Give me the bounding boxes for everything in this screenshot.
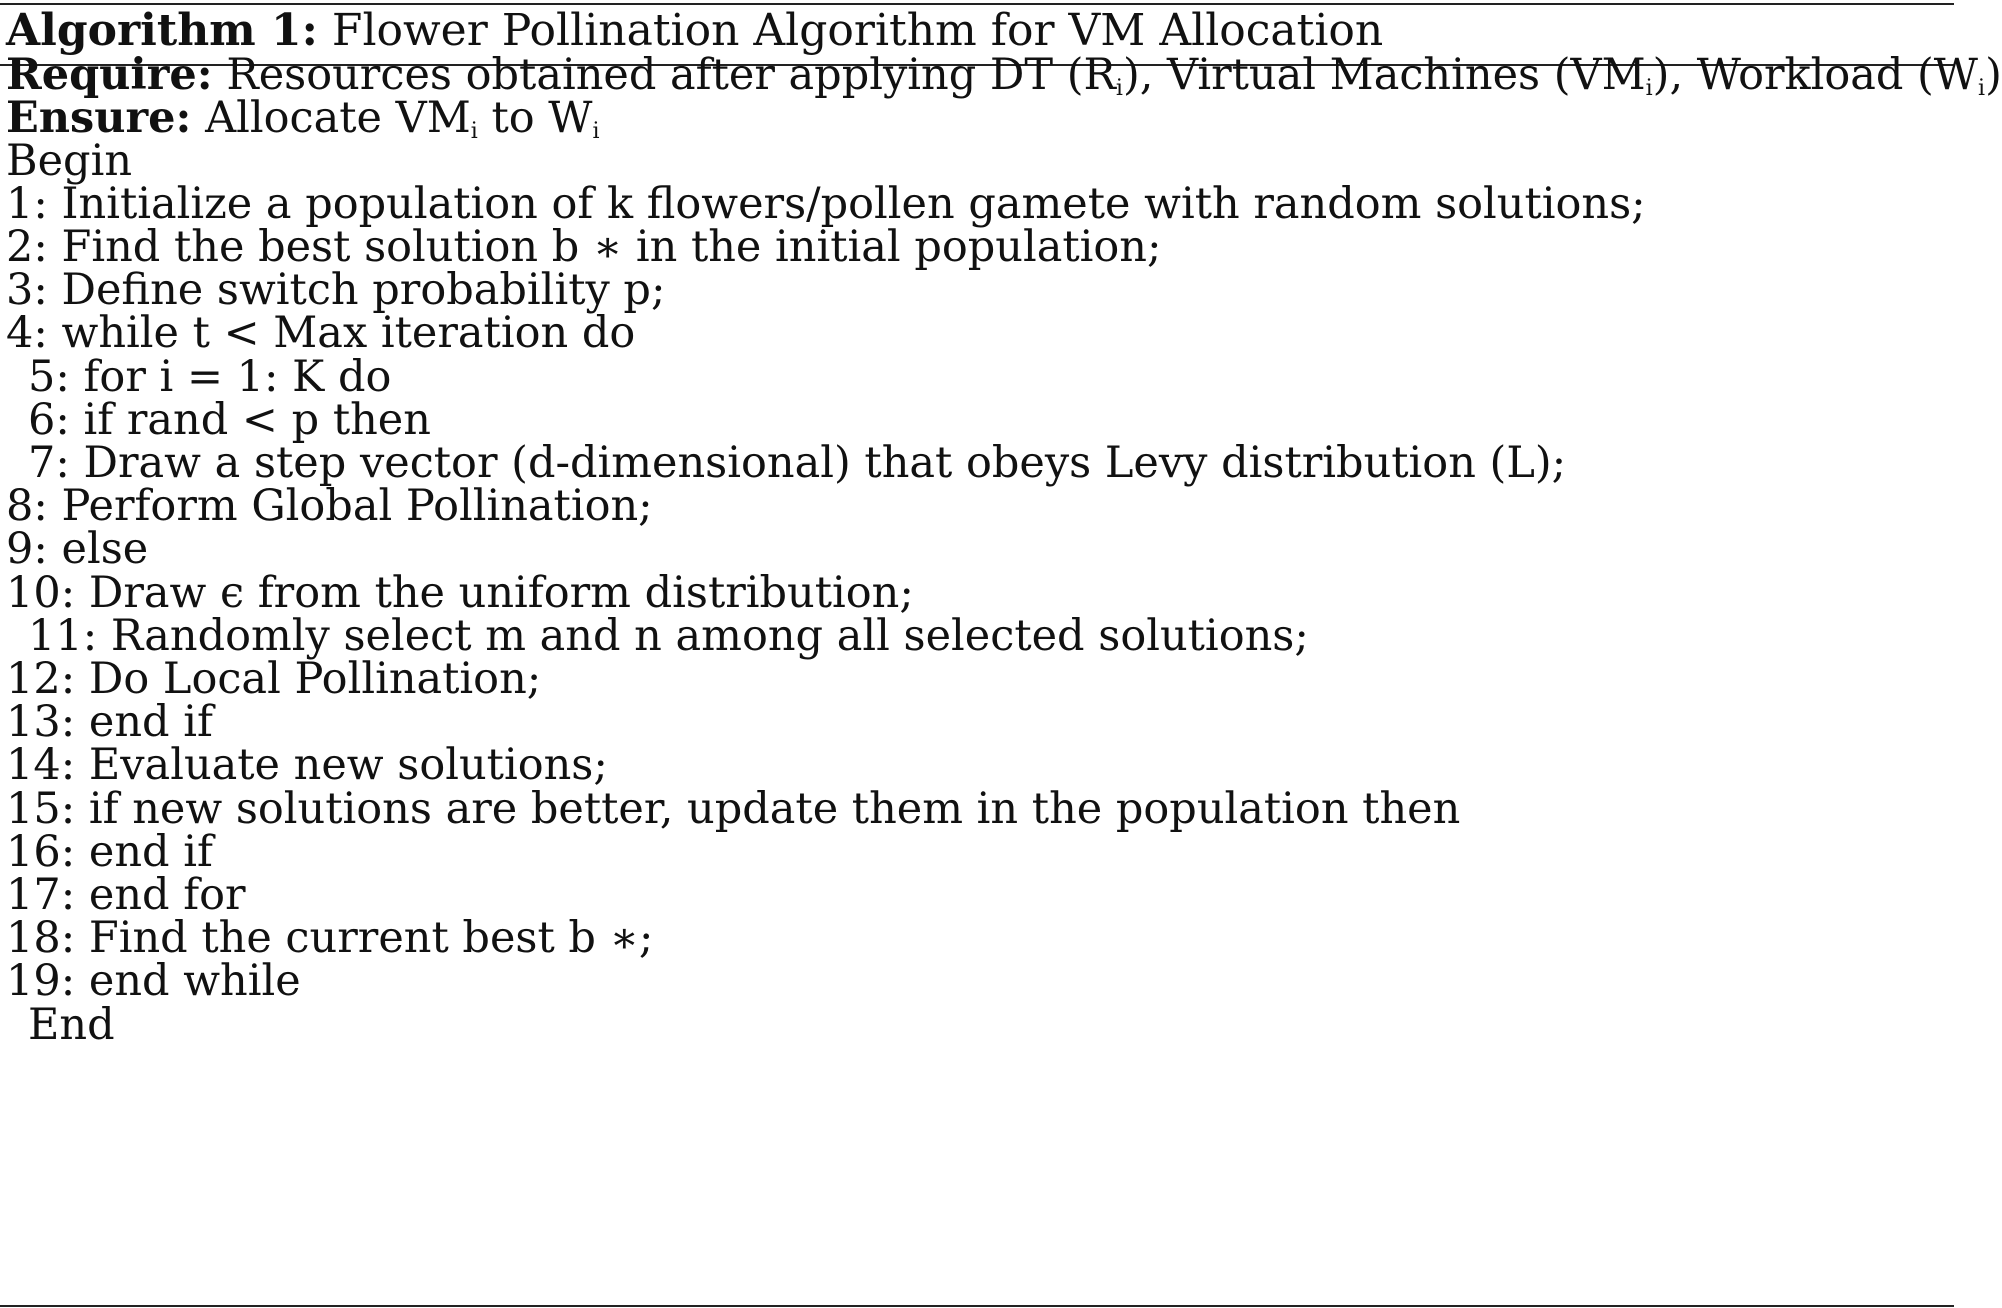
algorithm-line: 2: Find the best solution b ∗ in the initial population; [6,222,1162,272]
ensure-text-2: to W [491,93,593,143]
ensure-text-1: Allocate VM [205,93,471,143]
algorithm-line: 9: else [6,524,149,574]
require-text-2: ), Virtual Machines (VM [1122,50,1646,100]
algorithm-line: 14: Evaluate new solutions; [6,740,608,790]
require-sub-2: i [1645,76,1653,101]
algorithm-line: 17: end for [6,870,246,920]
require-text-4: ) [1985,50,2002,100]
algorithm-line: Begin [6,136,133,186]
algorithm-line: 10: Draw ϵ from the uniform distribution; [6,568,914,618]
require-sub-1: i [1115,76,1123,101]
require-sub-3: i [1978,76,1986,101]
require-text-3: ), Workload (W [1652,50,1979,100]
algorithm-name: Flower Pollination Algorithm for VM Allocation [331,5,1384,56]
algorithm-line: 11: Randomly select m and n among all selected solutions; [28,611,1309,661]
algorithm-line: 19: end while [6,956,301,1006]
algorithm-line: 12: Do Local Pollination; [6,654,542,704]
ensure-sub-2: i [592,119,600,144]
algorithm-line: 8: Perform Global Pollination; [6,481,653,531]
algorithm-line: 5: for i = 1: K do [28,352,392,402]
ensure-sub-1: i [470,119,478,144]
ensure-label: Ensure: [6,93,192,143]
algorithm-line: 13: end if [6,697,213,747]
require-text-1: Resources obtained after applying DT (R [226,50,1116,100]
algorithm-line: 15: if new solutions are better, update them in the population then [6,784,1461,834]
algorithm-line: 16: end if [6,827,213,877]
algorithm-line: End [28,1000,115,1050]
require-label: Require: [6,50,213,100]
algorithm-line: 1: Initialize a population of k flowers/pollen gamete with random solutions; [6,179,1646,229]
algorithm-line: 4: while t < Max iteration do [6,308,636,358]
algorithm-label: Algorithm 1: [6,5,318,56]
algorithm-line: 18: Find the current best b ∗; [6,913,654,963]
bottom-rule [0,1305,1954,1307]
algorithm-line: 7: Draw a step vector (d-dimensional) that obeys Levy distribution (L); [28,438,1567,488]
algorithm-line: 3: Define switch probability p; [6,265,666,315]
algorithm-line: 6: if rand < p then [28,395,431,445]
